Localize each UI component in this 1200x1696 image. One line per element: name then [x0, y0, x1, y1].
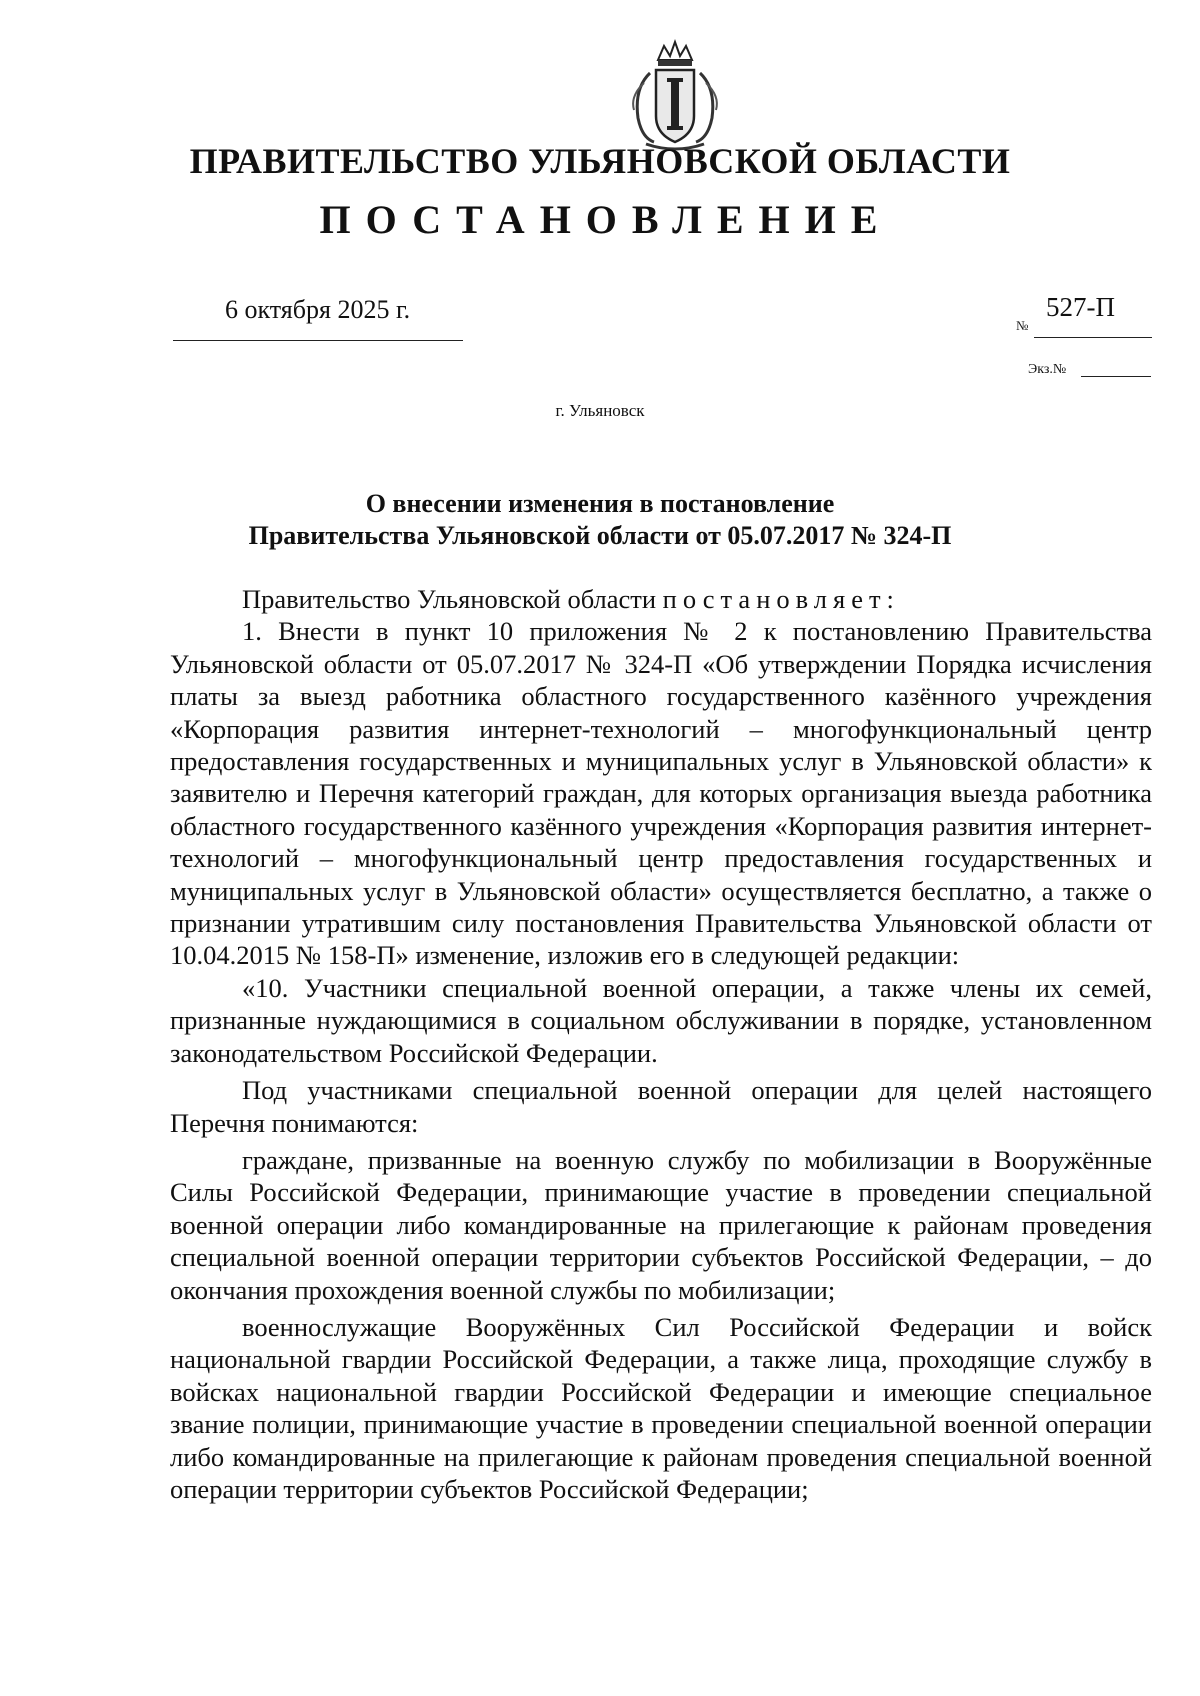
number-underline: [1034, 337, 1152, 338]
document-title: [0, 488, 1200, 552]
body-paragraph: военнослужащие Вооружённых Сил Российской Федерации и войск национальной гвардии Российской Федерации, а также лица, проходящие службу в войсках национальной гвардии Российской Федерации и имеющие специальное звание полиции, принимающие участие в проведении специальной военной операции либо командированные на прилегающие к районам проведения специальной военной операции территории субъектов Российской Федерации;: [170, 1311, 1152, 1504]
intro-prefix: Правительство Ульяновской области: [242, 584, 663, 614]
number-sign: №: [1016, 318, 1029, 333]
body-paragraph: граждане, призванные на военную службу по мобилизации в Вооружённые Силы Российской Федерации, принимающие участие в проведении специальной военной операции либо командированные на прилегающие к районам проведения специальной военной операции территории субъектов Российской Федерации, – до окончания прохождения военной службы по мобилизации;: [170, 1144, 1152, 1305]
title-line-1: О внесении изменения в постановление: [365, 489, 835, 518]
document-number: 527-П: [1046, 292, 1115, 322]
document-body: [170, 583, 1152, 1505]
body-paragraph: «10. Участники специальной военной операции, а также члены их семей, признанные нуждающимися в социальном обслуживании в порядке, установленном законодательством Российской Федерации.: [170, 972, 1152, 1068]
document-type: ПОСТАНОВЛЕНИЕ: [319, 197, 893, 242]
intro-paragraph: [170, 583, 1152, 615]
organization-name: ПРАВИТЕЛЬСТВО УЛЬЯНОВСКОЙ ОБЛАСТИ: [189, 141, 1011, 181]
date-underline: [173, 340, 463, 341]
title-line-2: Правительства Ульяновской области от 05.07.2017 № 324-П: [248, 521, 952, 550]
city-name: г. Ульяновск: [555, 401, 645, 420]
coat-of-arms-icon: [620, 38, 730, 156]
copy-number-label: Экз.№: [1028, 362, 1067, 377]
body-paragraph: Под участниками специальной военной операции для целей настоящего Перечня понимаются:: [170, 1075, 1152, 1138]
copy-number-underline: [1081, 376, 1151, 377]
intro-action: постановляет:: [662, 584, 900, 614]
body-paragraph: 1. Внести в пункт 10 приложения № 2 к постановлению Правительства Ульяновской области от 05.07.2017 № 324-П «Об утверждении Порядка исчисления платы за выезд работника областного государственного казённого учреждения «Корпорация развития интернет-технологий – многофункциональный центр предоставления государственных и муниципальных услуг в Ульяновской области» к заявителю и Перечня категорий граждан, для которых организация выезда работника областного государственного казённого учреждения «Корпорация развития интернет-технологий – многофункциональный центр предоставления государственных и муниципальных услуг в Ульяновской области» осуществляется бесплатно, а также о признании утратившим силу постановления Правительства Ульяновской области от 10.04.2015 № 158-П» изменение, изложив его в следующей редакции:: [170, 616, 1152, 971]
document-date: 6 октября 2025 г.: [225, 295, 411, 324]
